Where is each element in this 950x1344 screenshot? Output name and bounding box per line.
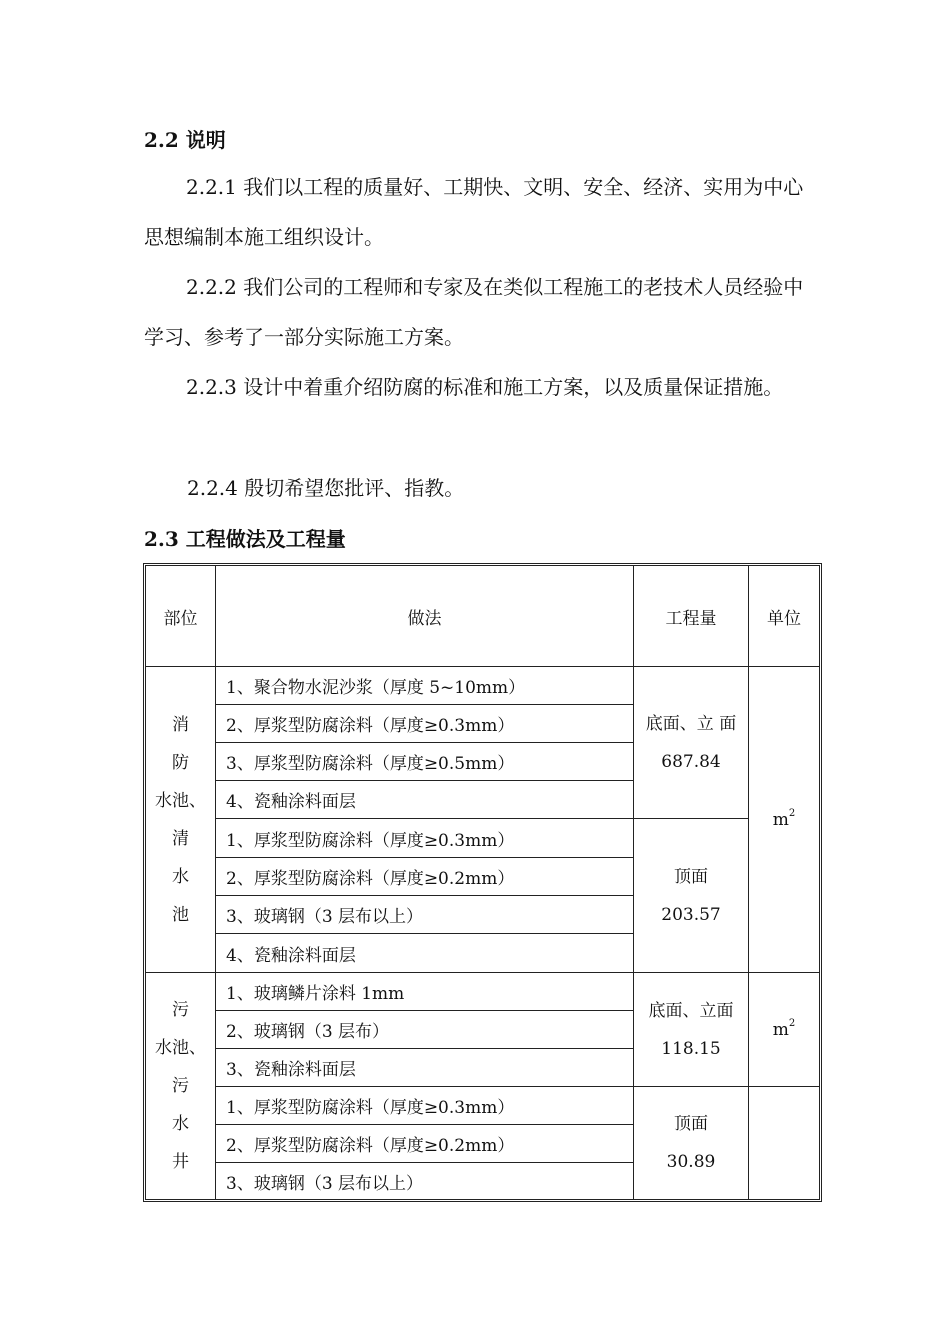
table-row: 2、玻璃钢（3 层布）: [226, 1022, 390, 1042]
unit-base: m: [772, 1019, 789, 1040]
table-row: 3、玻璃钢（3 层布以上）: [226, 1173, 424, 1194]
group1-quantity-bottom-side: [634, 667, 748, 818]
header-part: 部位: [163, 608, 198, 629]
table-row: 1、玻璃鳞片涂料 1mm: [226, 984, 405, 1004]
table-row: 3、厚浆型防腐涂料（厚度≥0.5mm）: [226, 754, 515, 774]
part-line: 水: [172, 866, 189, 887]
header-unit: 单位: [767, 608, 801, 629]
group2-unit: [749, 973, 819, 1086]
group1-unit: [749, 667, 819, 972]
header-method: 做法: [407, 608, 442, 629]
part-line: 井: [172, 1152, 189, 1172]
unit-base: m: [772, 809, 789, 830]
part-line: 水池、: [155, 1038, 206, 1058]
unit-exponent: 2: [788, 807, 796, 819]
part-line: 水: [172, 1114, 189, 1134]
part-line: 污: [172, 1000, 189, 1020]
paragraph-2-2-3: 2.2.3 设计中着重介绍防腐的标准和施工方案，以及质量保证措施。: [186, 375, 784, 399]
quantity-value: 30.89: [666, 1152, 716, 1172]
unit-exponent: 2: [788, 1017, 796, 1029]
table-row: 1、聚合物水泥沙浆（厚度 5~10mm）: [226, 678, 526, 698]
part-line: 池: [172, 904, 189, 925]
paragraph-2-2-4: 2.2.4 殷切希望您批评、指教。: [187, 476, 465, 500]
group2-unit-empty: [749, 1087, 819, 1199]
part-line: 消: [172, 714, 189, 735]
part-line: 水池、: [155, 790, 206, 811]
quantity-value: 118.15: [661, 1038, 721, 1059]
group1-part: [146, 667, 215, 972]
table-row: 1、厚浆型防腐涂料（厚度≥0.3mm）: [226, 830, 515, 851]
quantity-label: 底面、立 面: [645, 713, 737, 734]
quantity-table: [143, 563, 822, 1202]
table-row: 3、玻璃钢（3 层布以上）: [226, 907, 424, 927]
table-row: 4、瓷釉涂料面层: [226, 945, 356, 966]
paragraph-2-2-1: 2.2.1 我们以工程的质量好、工期快、文明、安全、经济、实用为中心思想编制本施工组织设计。: [144, 175, 804, 249]
group2-quantity-top: [634, 1087, 748, 1199]
group1-quantity-top: [634, 819, 748, 972]
header-quantity: 工程量: [665, 608, 717, 629]
table-row: 2、厚浆型防腐涂料（厚度≥0.3mm）: [226, 716, 515, 736]
group2-part: [146, 973, 215, 1199]
section-heading-2-3: 2.3 工程做法及工程量: [144, 527, 346, 551]
quantity-label: 顶面: [674, 866, 708, 887]
table-row: 4、瓷釉涂料面层: [226, 792, 356, 812]
section-heading-2-2: 2.2 说明: [144, 128, 226, 152]
part-line: 清: [172, 828, 189, 849]
group2-quantity-bottom-side: [634, 973, 748, 1086]
quantity-label: 底面、立面: [648, 1000, 734, 1021]
part-line: 污: [172, 1076, 189, 1096]
table-row: 1、厚浆型防腐涂料（厚度≥0.3mm）: [226, 1098, 515, 1118]
table-row: 3、瓷釉涂料面层: [226, 1060, 356, 1080]
table-row: 2、厚浆型防腐涂料（厚度≥0.2mm）: [226, 869, 515, 889]
table-row: 2、厚浆型防腐涂料（厚度≥0.2mm）: [226, 1136, 515, 1156]
quantity-value: 203.57: [661, 904, 721, 925]
quantity-label: 顶面: [674, 1114, 708, 1134]
quantity-value: 687.84: [661, 751, 721, 772]
paragraph-2-2-2: 2.2.2 我们公司的工程师和专家及在类似工程施工的老技术人员经验中学习、参考了一部分实际施工方案。: [144, 275, 804, 349]
part-line: 防: [172, 752, 189, 773]
